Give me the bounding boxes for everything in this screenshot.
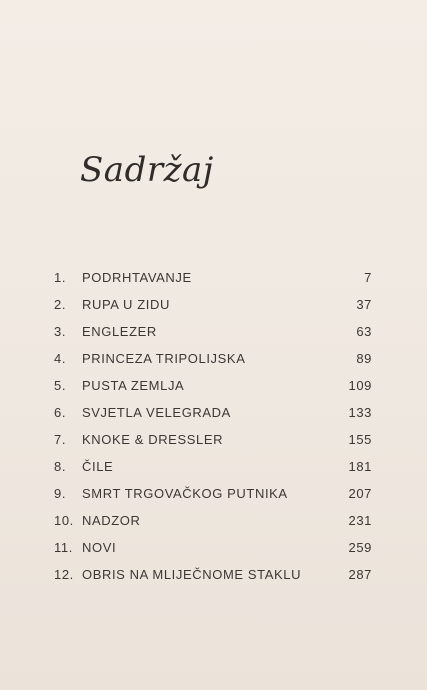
toc-entry-title: KNOKE & DRESSLER (82, 432, 224, 447)
toc-entry-number: 11. (54, 540, 73, 555)
toc-entry (54, 565, 372, 592)
toc-entry-page: 37 (356, 297, 372, 312)
toc-entry (54, 457, 372, 484)
toc-entry-page: 287 (348, 567, 372, 582)
toc-entry-number: 6. (54, 405, 67, 420)
toc-entry (54, 322, 372, 349)
toc-entry-number: 5. (54, 378, 67, 393)
toc-entry-number: 4. (54, 351, 67, 366)
toc-entry-number: 3. (54, 324, 67, 339)
toc-entry-title: SVJETLA VELEGRADA (82, 405, 231, 420)
toc-entry (54, 430, 372, 457)
toc-entry-page: 259 (348, 540, 372, 555)
toc-entry-title: OBRIS NA MLIJEČNOME STAKLU (82, 567, 302, 582)
toc-entry-title: PUSTA ZEMLJA (82, 378, 185, 393)
toc-entry-title: ENGLEZER (82, 324, 157, 339)
toc-entry-number: 12. (54, 567, 74, 582)
toc-entry-number: 9. (54, 486, 67, 501)
toc-entry-number: 1. (54, 270, 67, 285)
toc-entry-title: RUPA U ZIDU (82, 297, 170, 312)
toc-entry-number: 10. (54, 513, 74, 528)
toc-entry-page: 231 (348, 513, 372, 528)
toc-entry (54, 511, 372, 538)
toc-entry-page: 89 (356, 351, 372, 366)
toc-entry (54, 403, 372, 430)
toc-entry-number: 7. (54, 432, 67, 447)
toc-entry (54, 538, 372, 565)
toc-entry-page: 133 (348, 405, 372, 420)
toc-entry-page: 207 (348, 486, 372, 501)
toc-entry-page: 63 (356, 324, 372, 339)
toc-entry (54, 376, 372, 403)
toc-entry-title: NOVI (82, 540, 117, 555)
toc-entry-page: 181 (348, 459, 372, 474)
page-title: Sadržaj (80, 150, 214, 190)
table-of-contents (54, 268, 372, 592)
toc-entry-page: 109 (348, 378, 372, 393)
toc-entry-title: ČILE (82, 459, 114, 474)
toc-entry (54, 295, 372, 322)
toc-entry-page: 155 (348, 432, 372, 447)
toc-entry-page: 7 (364, 270, 372, 285)
toc-entry-number: 8. (54, 459, 67, 474)
toc-entry-title: NADZOR (82, 513, 141, 528)
toc-entry (54, 349, 372, 376)
toc-entry (54, 484, 372, 511)
toc-entry-title: PODRHTAVANJE (82, 270, 192, 285)
toc-entry-title: SMRT TRGOVAČKOG PUTNIKA (82, 486, 288, 501)
toc-entry-number: 2. (54, 297, 67, 312)
toc-entry-title: PRINCEZA TRIPOLIJSKA (82, 351, 246, 366)
toc-entry (54, 268, 372, 295)
